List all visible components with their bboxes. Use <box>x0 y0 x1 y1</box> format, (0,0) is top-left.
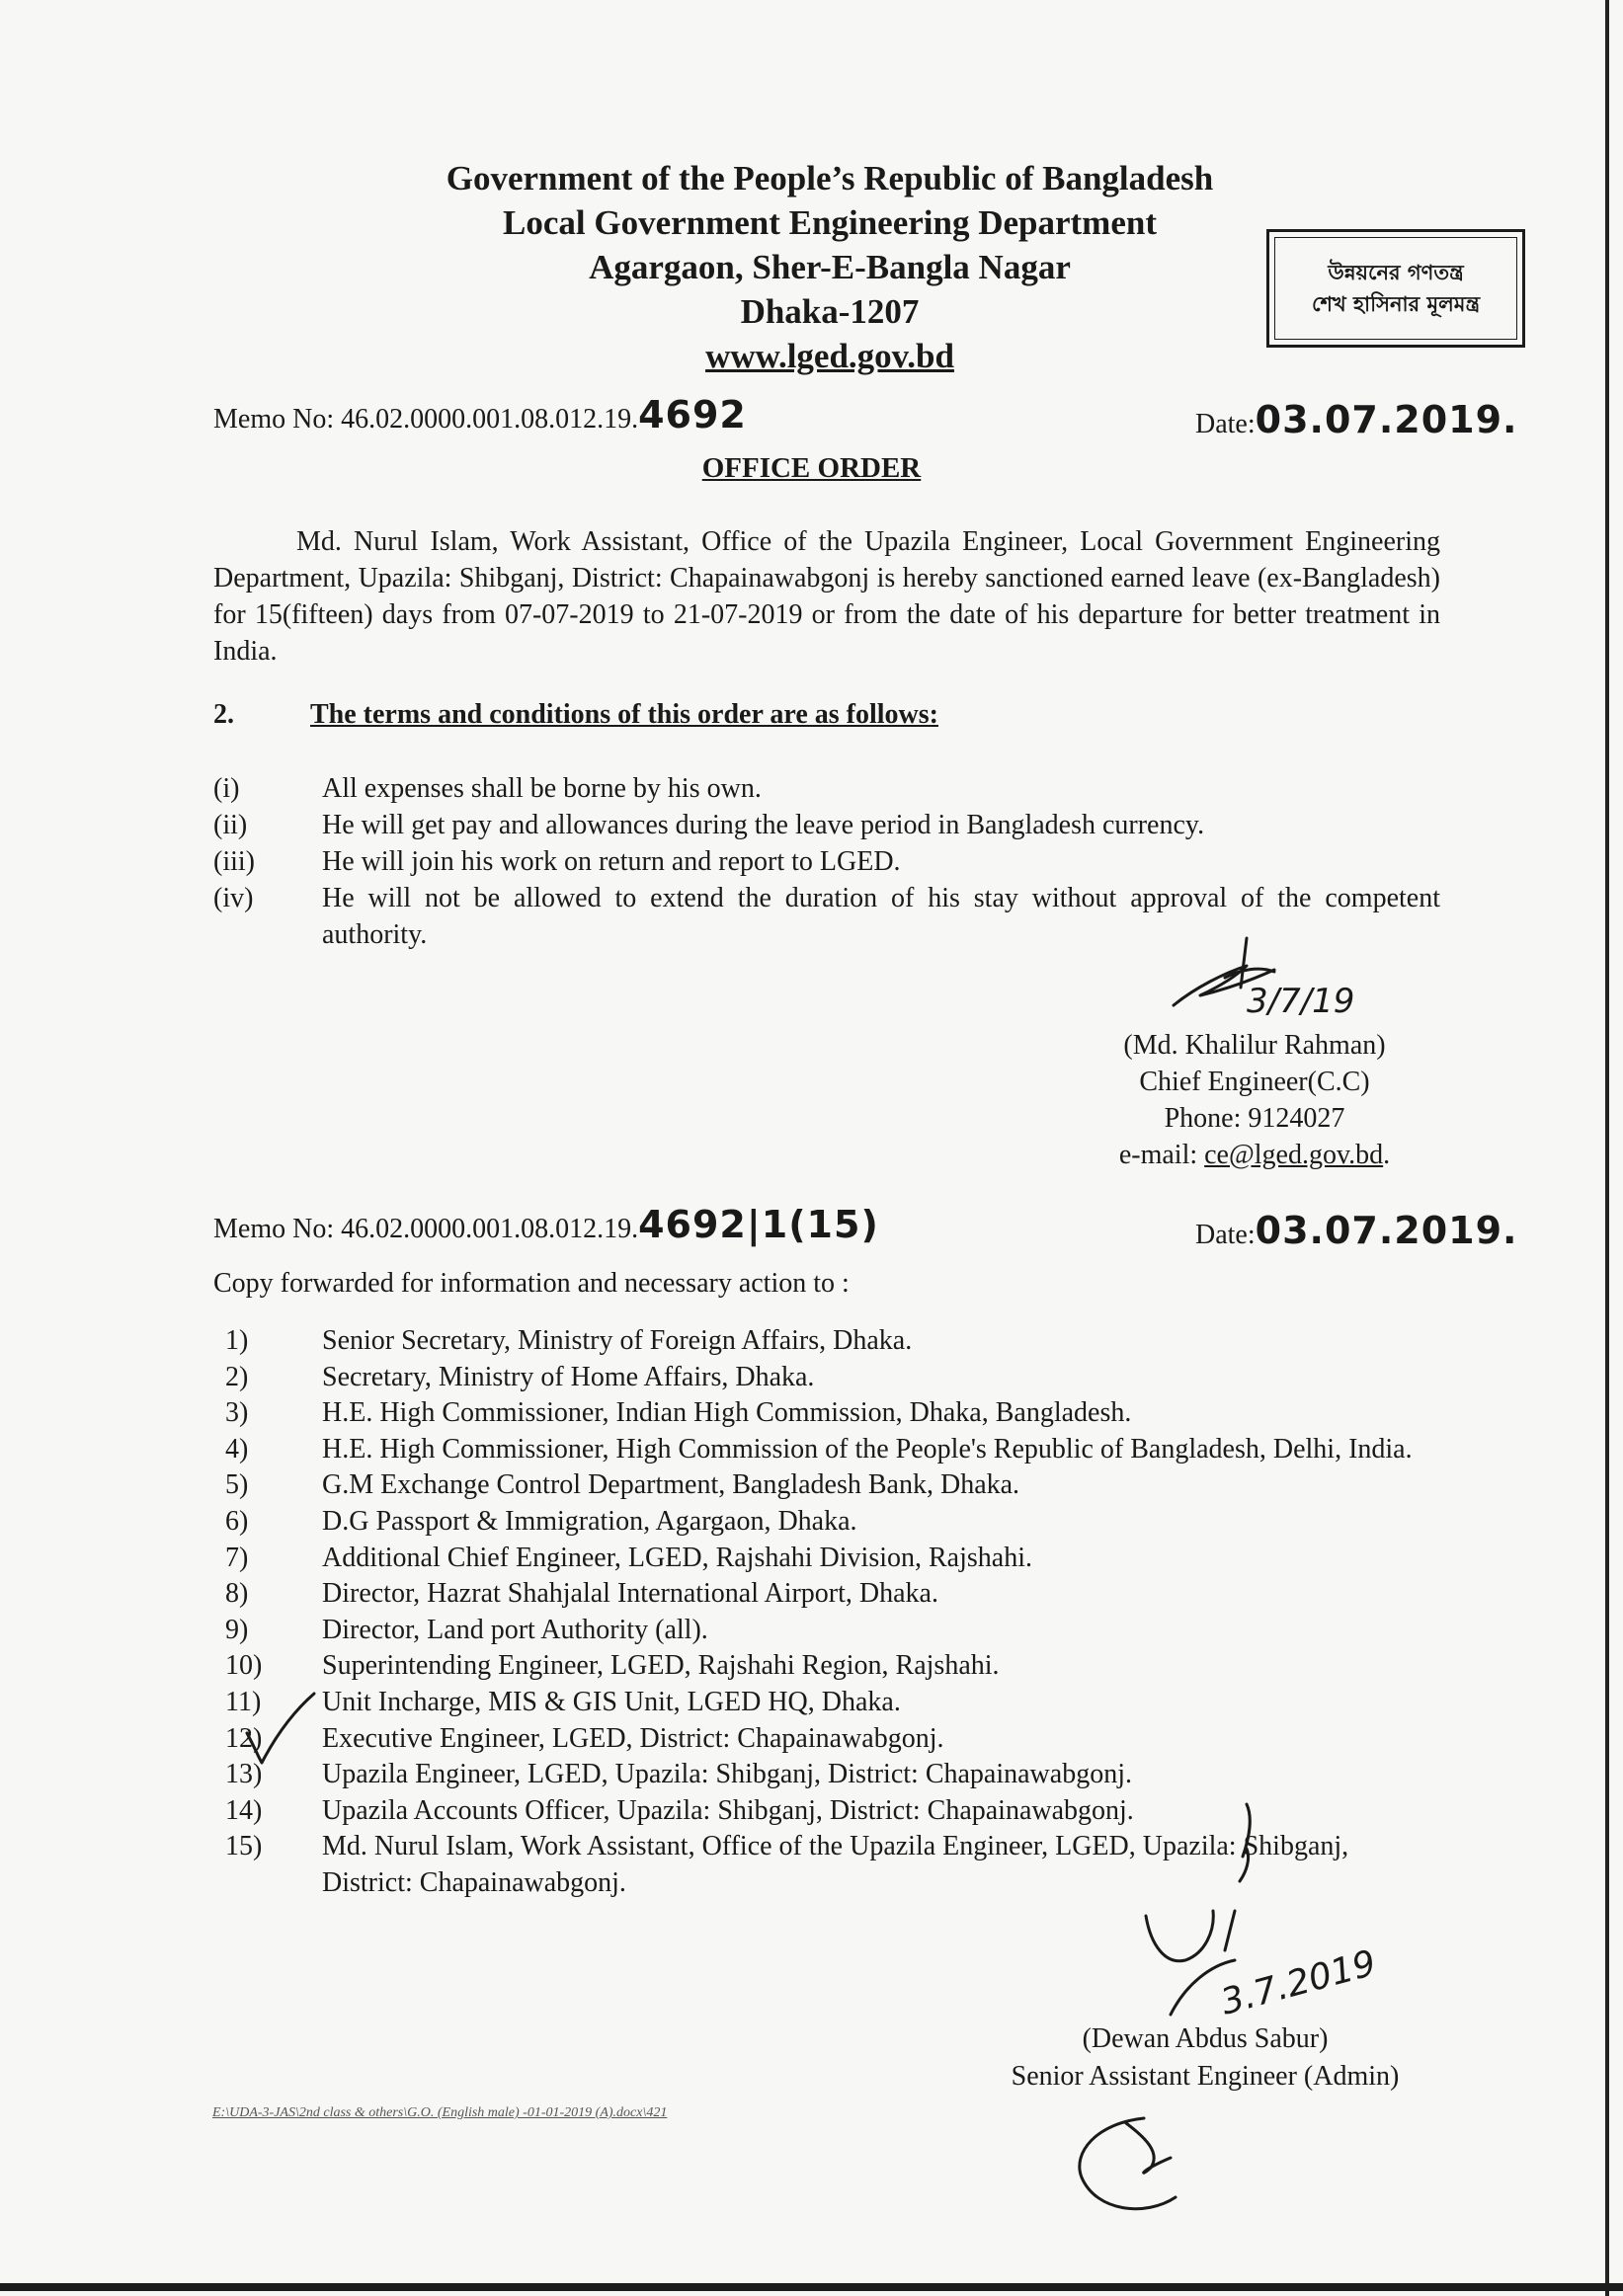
list-item: (iii) He will join his work on return and report to LGED. <box>213 846 901 877</box>
order-paragraph: Md. Nurul Islam, Work Assistant, Office of the Upazila Engineer, Local Government Engineering Department, Upazila: Shibganj, District: Chapainawabgonj is hereby sanctioned earned leave (ex-Bangladesh) for 15(fifteen) days from 07-07-2019 to 21-07-2019 or from the date of his departure for better treatment in India. <box>213 526 1440 667</box>
list-item: 4) H.E. High Commissioner, High Commission of the People's Republic of Bangladesh, Delhi, India. <box>225 1433 1413 1465</box>
list-item: 9) Director, Land port Authority (all). <box>225 1614 708 1645</box>
list-item: 13) Upazila Engineer, LGED, Upazila: Shibganj, District: Chapainawabgonj. <box>225 1759 1132 1790</box>
header-department: Local Government Engineering Department <box>503 203 1157 242</box>
signatory-phone: Phone: 9124027 <box>1164 1103 1345 1134</box>
signature-senior-assistant-engineer <box>1146 1911 1235 2015</box>
date-label: Date: <box>1195 409 1256 439</box>
list-item: 8) Director, Hazrat Shahjalal International Airport, Dhaka. <box>225 1578 938 1610</box>
list-item: 11) Unit Incharge, MIS & GIS Unit, LGED HQ, Dhaka. <box>225 1686 901 1717</box>
list-item: 6) D.G Passport & Immigration, Agargaon, Dhaka. <box>225 1505 857 1537</box>
list-item: (i) All expenses shall be borne by his own. <box>213 773 762 804</box>
footer-file-path: E:\UDA-3-JAS\2nd class & others\G.O. (English male) -01-01-2019 (A).docx\421 <box>212 2105 668 2120</box>
copy-forwarded-line: Copy forwarded for information and necessary action to : <box>213 1268 850 1299</box>
list-item: (iv) He will not be allowed to extend the duration of his stay without approval of the competent authority. <box>213 883 1440 950</box>
initials-mark <box>1080 2118 1176 2209</box>
header-city: Dhaka-1207 <box>740 292 920 331</box>
memo-label: Memo No: 46.02.0000.001.08.012.19. <box>213 1214 639 1244</box>
handwritten-memo-number: 4692|1(15) <box>638 1203 879 1246</box>
list-item: 1) Senior Secretary, Ministry of Foreign Affairs, Dhaka. <box>225 1325 913 1356</box>
signatory-senior-assistant-engineer <box>948 2020 1462 2096</box>
signatory-chief-engineer <box>1017 1027 1492 1173</box>
email-link[interactable]: ce@lged.gov.bd <box>1204 1140 1384 1170</box>
list-item: 7) Additional Chief Engineer, LGED, Rajshahi Division, Rajshahi. <box>225 1542 1032 1573</box>
header-website: www.lged.gov.bd <box>705 337 954 375</box>
signatory-designation: Senior Assistant Engineer (Admin) <box>1011 2061 1400 2092</box>
list-item: 14) Upazila Accounts Officer, Upazila: Shibganj, District: Chapainawabgonj. <box>225 1794 1134 1826</box>
terms-list <box>213 770 1440 953</box>
list-item: 12) Executive Engineer, LGED, District: Chapainawabgonj. <box>225 1722 944 1754</box>
date-label: Date: <box>1195 1220 1256 1250</box>
list-item: 5) G.M Exchange Control Department, Bangladesh Bank, Dhaka. <box>225 1469 1020 1501</box>
slogan-box <box>1266 229 1525 348</box>
section-number: 2. <box>213 699 234 730</box>
terms-heading <box>213 699 938 731</box>
memo-number-1 <box>213 393 747 436</box>
handwritten-signature-date: 3/7/19 <box>1247 982 1355 1021</box>
signatory-name: (Dewan Abdus Sabur) <box>1082 2023 1329 2054</box>
list-item: 15) Md. Nurul Islam, Work Assistant, Office of the Upazila Engineer, LGED, Upazila: Shibganj, District: Chapainawabgonj. <box>225 1831 1349 1898</box>
list-item: 10) Superintending Engineer, LGED, Rajshahi Region, Rajshahi. <box>225 1650 1000 1682</box>
slogan-line-1: উন্নয়নের গণতন্ত্র <box>1328 261 1464 284</box>
handwritten-date: 03.07.2019. <box>1255 398 1518 441</box>
list-item: (ii) He will get pay and allowances during the leave period in Bangladesh currency. <box>213 810 1205 840</box>
signatory-name: (Md. Khalilur Rahman) <box>1123 1030 1386 1061</box>
office-order-title: OFFICE ORDER <box>701 452 922 484</box>
memo-date-1 <box>1195 398 1517 441</box>
memo-label: Memo No: 46.02.0000.001.08.012.19. <box>213 404 639 435</box>
handwritten-date: 03.07.2019. <box>1255 1209 1518 1252</box>
memo-number-2 <box>213 1203 879 1246</box>
list-item: 2) Secretary, Ministry of Home Affairs, Dhaka. <box>225 1361 815 1392</box>
signatory-email-line: e-mail: ce@lged.gov.bd. <box>1118 1140 1391 1170</box>
scan-edge-right <box>1605 0 1609 2296</box>
handwritten-signature-date-2: 3.7.2019 <box>1216 1942 1381 2023</box>
handwritten-memo-number: 4692 <box>638 393 747 436</box>
header-government: Government of the People’s Republic of Bangladesh <box>446 159 1214 198</box>
copy-list <box>213 1323 1440 1902</box>
header-address: Agargaon, Sher-E-Bangla Nagar <box>589 248 1071 286</box>
scan-edge-bottom <box>0 2283 1623 2291</box>
signatory-designation: Chief Engineer(C.C) <box>1139 1067 1370 1097</box>
letterhead <box>296 156 1363 378</box>
list-item: 3) H.E. High Commissioner, Indian High Commission, Dhaka, Bangladesh. <box>225 1397 1132 1429</box>
section-title: The terms and conditions of this order are as follows: <box>310 699 938 730</box>
memo-date-2 <box>1195 1209 1517 1252</box>
slogan-line-2: শেখ হাসিনার মূলমন্ত্র <box>1311 292 1481 316</box>
